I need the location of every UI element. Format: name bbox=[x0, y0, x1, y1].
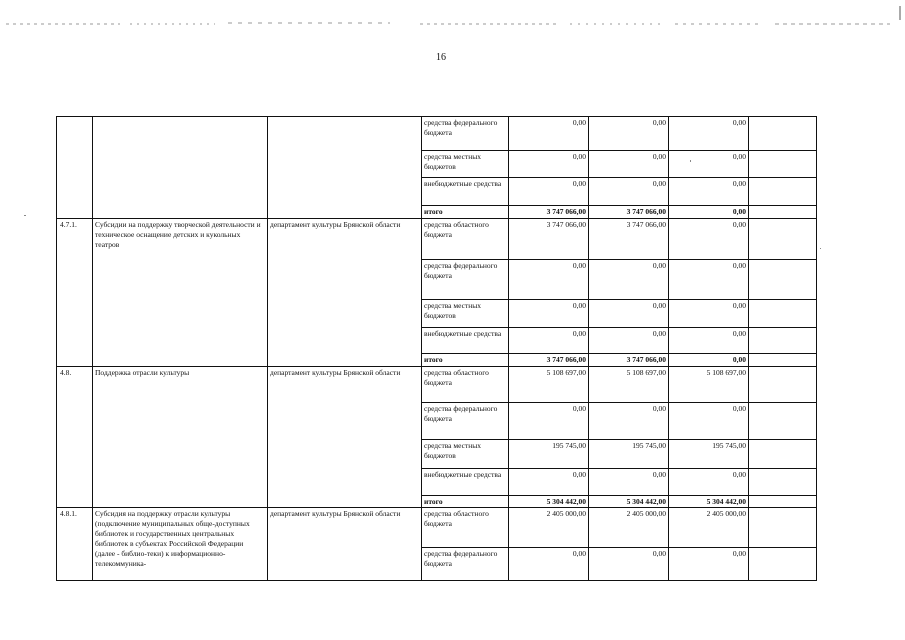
funding-source-label: итого bbox=[422, 206, 509, 219]
funding-source-label: итого bbox=[422, 354, 509, 367]
funding-source-label: средства местных бюджетов bbox=[422, 300, 509, 328]
amount-cell: 5 304 442,00 bbox=[509, 496, 589, 508]
amount-cell: 0,00 bbox=[509, 548, 589, 581]
amount-cell: 0,00 bbox=[509, 403, 589, 440]
amount-cell: 0,00 bbox=[509, 151, 589, 178]
row-department: департамент культуры Брянской области bbox=[268, 367, 422, 508]
table-row bbox=[57, 117, 817, 151]
amount-cell: 5 304 442,00 bbox=[589, 496, 669, 508]
funding-source-label: итого bbox=[422, 496, 509, 508]
scan-speck bbox=[24, 215, 26, 216]
amount-cell: 195 745,00 bbox=[669, 440, 749, 469]
table-row bbox=[57, 219, 817, 260]
amount-cell: 0,00 bbox=[589, 403, 669, 440]
amount-cell: 0,00 bbox=[669, 469, 749, 496]
amount-cell: 0,00 bbox=[509, 300, 589, 328]
empty-cell bbox=[749, 300, 817, 328]
amount-cell: 0,00 bbox=[589, 548, 669, 581]
empty-cell bbox=[749, 178, 817, 206]
amount-cell: 0,00 bbox=[589, 260, 669, 300]
amount-cell: 0,00 bbox=[589, 300, 669, 328]
amount-cell: 0,00 bbox=[589, 178, 669, 206]
empty-cell bbox=[749, 260, 817, 300]
empty-cell bbox=[749, 367, 817, 403]
empty-cell bbox=[749, 440, 817, 469]
empty-cell bbox=[749, 219, 817, 260]
amount-cell: 0,00 bbox=[509, 178, 589, 206]
funding-source-label: внебюджетные средства bbox=[422, 328, 509, 354]
amount-cell: 0,00 bbox=[669, 403, 749, 440]
amount-cell: 0,00 bbox=[669, 206, 749, 219]
funding-source-label: средства областного бюджета bbox=[422, 219, 509, 260]
amount-cell: 0,00 bbox=[589, 117, 669, 151]
amount-cell: 3 747 066,00 bbox=[589, 219, 669, 260]
amount-cell: 5 304 442,00 bbox=[669, 496, 749, 508]
amount-cell: 0,00 bbox=[589, 469, 669, 496]
amount-cell: 2 405 000,00 bbox=[509, 508, 589, 548]
amount-cell: 3 747 066,00 bbox=[589, 206, 669, 219]
amount-cell: 0,00 bbox=[669, 548, 749, 581]
funding-source-label: средства местных бюджетов bbox=[422, 440, 509, 469]
empty-cell bbox=[749, 508, 817, 548]
funding-source-label: средства федерального бюджета bbox=[422, 260, 509, 300]
amount-cell: 0,00 bbox=[669, 219, 749, 260]
funding-source-label: средства местных бюджетов bbox=[422, 151, 509, 178]
amount-cell: 3 747 066,00 bbox=[589, 354, 669, 367]
empty-cell bbox=[749, 328, 817, 354]
row-name: Субсидия на поддержку отрасли культуры (подключение муниципальных обще-доступных библиотек и государственных центральных библиотек в субъектах Российской Федерации (далее - библио-теки) к информационно-телекоммуника- bbox=[93, 508, 268, 581]
empty-cell bbox=[749, 496, 817, 508]
amount-cell: 195 745,00 bbox=[589, 440, 669, 469]
funding-source-label: внебюджетные средства bbox=[422, 469, 509, 496]
empty-cell bbox=[749, 469, 817, 496]
row-name bbox=[93, 117, 268, 219]
amount-cell: 195 745,00 bbox=[509, 440, 589, 469]
row-code bbox=[57, 117, 93, 219]
table-body bbox=[57, 117, 817, 581]
amount-cell: 3 747 066,00 bbox=[509, 206, 589, 219]
row-code: 4.7.1. bbox=[57, 219, 93, 367]
amount-cell: 0,00 bbox=[669, 300, 749, 328]
row-code: 4.8.1. bbox=[57, 508, 93, 581]
amount-cell: 0,00 bbox=[669, 328, 749, 354]
row-code: 4.8. bbox=[57, 367, 93, 508]
amount-cell: 2 405 000,00 bbox=[589, 508, 669, 548]
amount-cell: 5 108 697,00 bbox=[509, 367, 589, 403]
funding-source-label: средства федерального бюджета bbox=[422, 117, 509, 151]
empty-cell bbox=[749, 403, 817, 440]
amount-cell: 0,00 bbox=[509, 328, 589, 354]
row-name: Субсидии на поддержку творческой деятельности и техническое оснащение детских и кукольных театров bbox=[93, 219, 268, 367]
amount-cell: 2 405 000,00 bbox=[669, 508, 749, 548]
amount-cell: 3 747 066,00 bbox=[509, 219, 589, 260]
empty-cell bbox=[749, 117, 817, 151]
funding-source-label: средства федерального бюджета bbox=[422, 403, 509, 440]
amount-cell: 0,00 bbox=[589, 328, 669, 354]
row-department: департамент культуры Брянской области bbox=[268, 219, 422, 367]
row-department: департамент культуры Брянской области bbox=[268, 508, 422, 581]
amount-cell: 0,00 bbox=[589, 151, 669, 178]
amount-cell: 0,00 bbox=[669, 178, 749, 206]
scan-speck bbox=[820, 248, 821, 249]
scan-noise bbox=[0, 0, 905, 30]
amount-cell: 0,00 bbox=[669, 260, 749, 300]
page-number: 16 bbox=[436, 52, 446, 63]
empty-cell bbox=[749, 548, 817, 581]
amount-cell: 0,00 bbox=[509, 260, 589, 300]
empty-cell bbox=[749, 206, 817, 219]
funding-source-label: внебюджетные средства bbox=[422, 178, 509, 206]
funding-source-label: средства областного бюджета bbox=[422, 508, 509, 548]
row-department bbox=[268, 117, 422, 219]
amount-cell: 0,00 bbox=[669, 354, 749, 367]
amount-cell: 0,00 bbox=[669, 117, 749, 151]
amount-cell: 0,00 bbox=[509, 469, 589, 496]
amount-cell: 0,00 bbox=[669, 151, 749, 178]
empty-cell bbox=[749, 354, 817, 367]
amount-cell: 3 747 066,00 bbox=[509, 354, 589, 367]
row-name: Поддержка отрасли культуры bbox=[93, 367, 268, 508]
funding-source-label: средства федерального бюджета bbox=[422, 548, 509, 581]
amount-cell: 5 108 697,00 bbox=[669, 367, 749, 403]
funding-table bbox=[56, 116, 817, 581]
table-row bbox=[57, 508, 817, 548]
amount-cell: 5 108 697,00 bbox=[589, 367, 669, 403]
funding-source-label: средства областного бюджета bbox=[422, 367, 509, 403]
table-row bbox=[57, 367, 817, 403]
amount-cell: 0,00 bbox=[509, 117, 589, 151]
empty-cell bbox=[749, 151, 817, 178]
